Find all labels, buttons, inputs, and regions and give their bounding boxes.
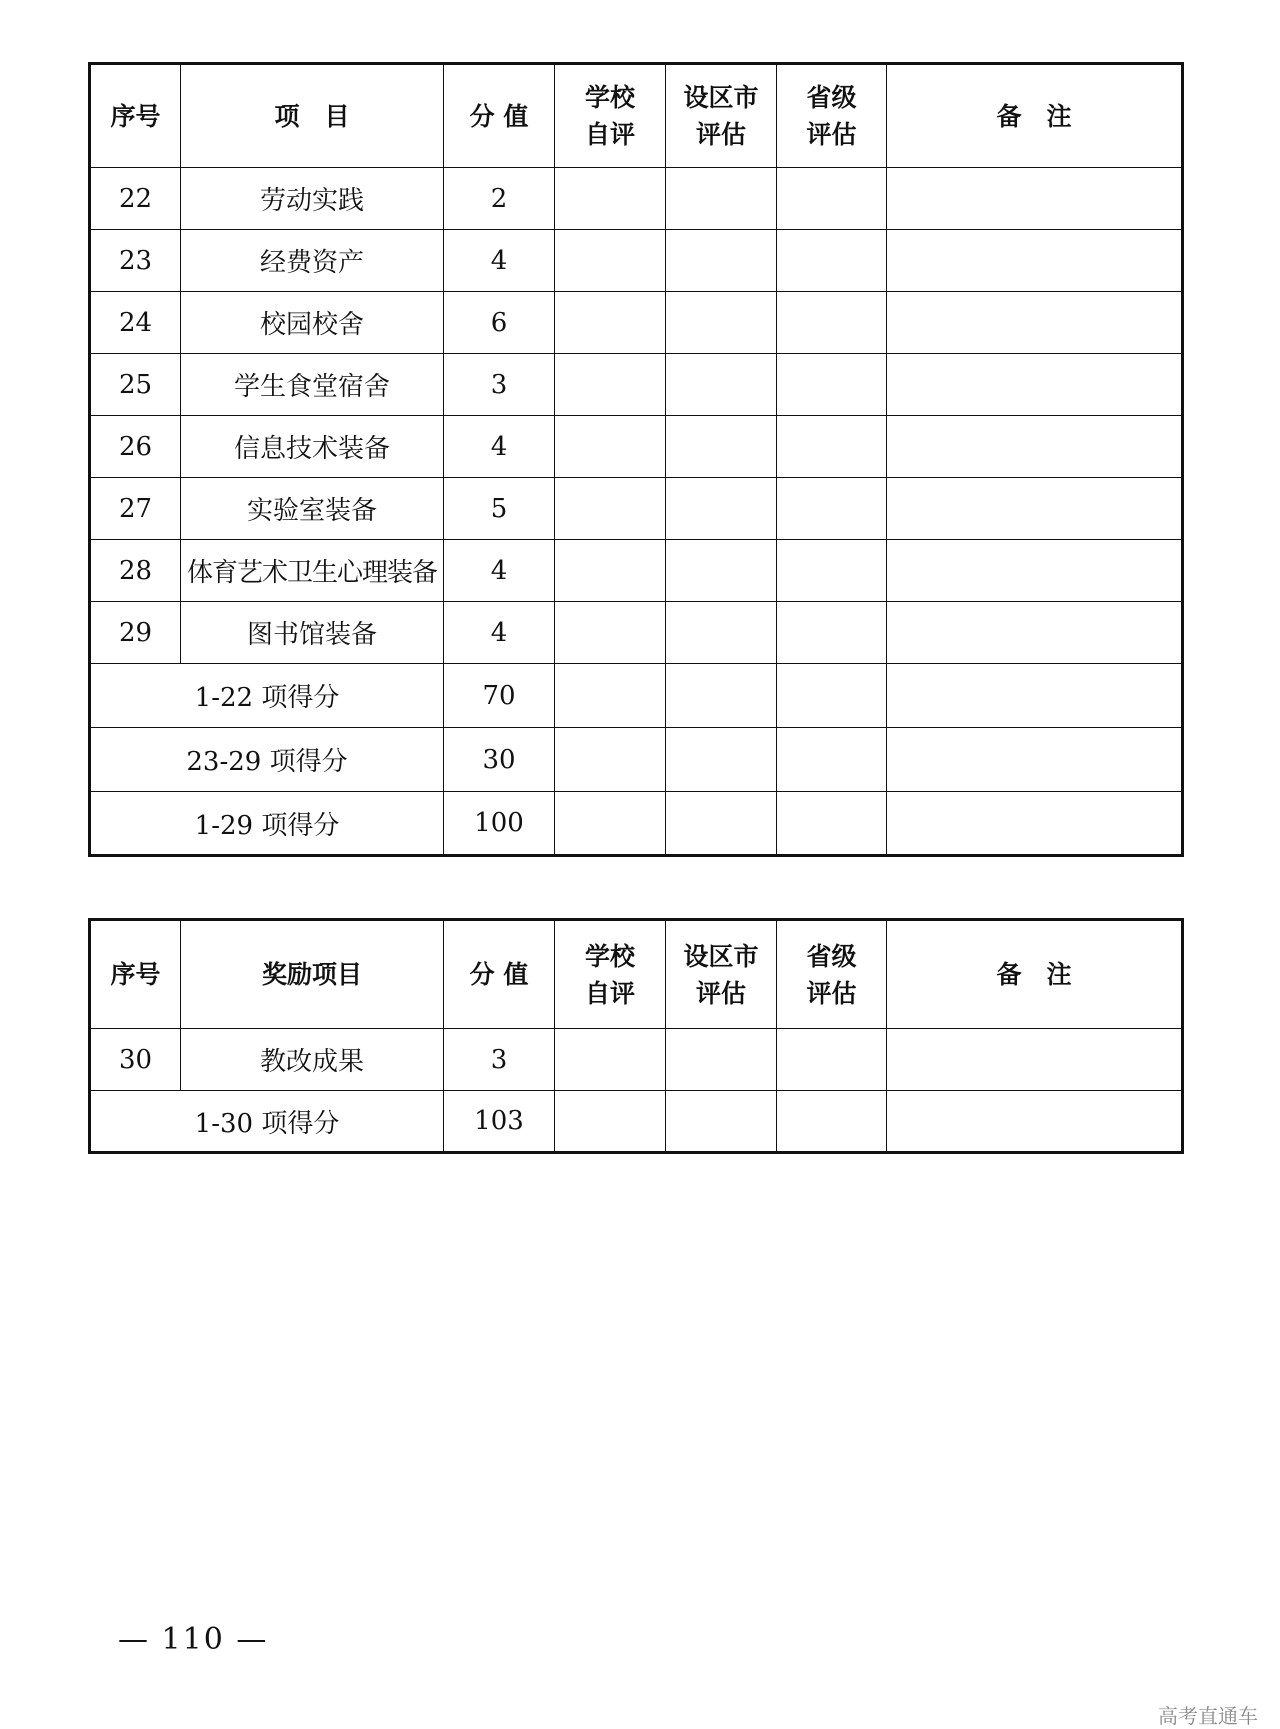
header-city-eval: 设区市 评估 [666,920,777,1029]
row-score: 3 [444,1029,555,1091]
province-eval-cell[interactable] [777,728,887,792]
row-item: 劳动实践 [181,168,444,230]
subtotal-score: 30 [444,728,555,792]
school-eval-cell[interactable] [555,664,666,728]
row-number: 26 [90,416,181,478]
row-number: 27 [90,478,181,540]
subtotal-row [90,728,1183,792]
city-eval-cell[interactable] [666,540,777,602]
school-eval-cell[interactable] [555,1091,666,1153]
province-eval-cell[interactable] [777,416,887,478]
province-eval-cell[interactable] [777,602,887,664]
school-eval-cell[interactable] [555,168,666,230]
row-item: 校园校舍 [181,292,444,354]
city-eval-cell[interactable] [666,1029,777,1091]
header-score: 分 值 [444,920,555,1029]
header-item: 项 目 [181,64,444,168]
table-row [90,540,1183,602]
city-eval-cell[interactable] [666,354,777,416]
city-eval-cell[interactable] [666,1091,777,1153]
row-item: 图书馆装备 [181,602,444,664]
school-eval-cell[interactable] [555,354,666,416]
row-score: 4 [444,416,555,478]
row-number: 22 [90,168,181,230]
city-eval-cell[interactable] [666,602,777,664]
remarks-cell[interactable] [887,664,1183,728]
city-eval-cell[interactable] [666,728,777,792]
row-score: 5 [444,478,555,540]
row-number: 23 [90,230,181,292]
header-remarks: 备 注 [887,920,1183,1029]
bonus-table [88,918,1184,1154]
table-row [90,602,1183,664]
city-eval-cell[interactable] [666,292,777,354]
remarks-cell[interactable] [887,792,1183,856]
school-eval-cell[interactable] [555,792,666,856]
row-score: 4 [444,602,555,664]
row-number: 30 [90,1029,181,1091]
row-item: 实验室装备 [181,478,444,540]
table-header-row [90,64,1183,168]
city-eval-cell[interactable] [666,792,777,856]
row-number: 25 [90,354,181,416]
school-eval-cell[interactable] [555,1029,666,1091]
table-row [90,230,1183,292]
header-score: 分 值 [444,64,555,168]
city-eval-cell[interactable] [666,478,777,540]
header-province-eval: 省级 评估 [777,64,887,168]
province-eval-cell[interactable] [777,792,887,856]
header-school-self-eval: 学校 自评 [555,64,666,168]
school-eval-cell[interactable] [555,602,666,664]
remarks-cell[interactable] [887,292,1183,354]
header-bonus-item: 奖励项目 [181,920,444,1029]
watermark: 高考直通车 [1158,1704,1258,1728]
remarks-cell[interactable] [887,602,1183,664]
table-row [90,354,1183,416]
province-eval-cell[interactable] [777,1029,887,1091]
province-eval-cell[interactable] [777,1091,887,1153]
remarks-cell[interactable] [887,168,1183,230]
province-eval-cell[interactable] [777,478,887,540]
remarks-cell[interactable] [887,230,1183,292]
city-eval-cell[interactable] [666,664,777,728]
subtotal-row [90,792,1183,856]
table-row [90,168,1183,230]
total-label: 1-30 项得分 [90,1091,444,1153]
school-eval-cell[interactable] [555,416,666,478]
remarks-cell[interactable] [887,354,1183,416]
school-eval-cell[interactable] [555,728,666,792]
evaluation-table [88,62,1184,857]
row-score: 2 [444,168,555,230]
table-row [90,416,1183,478]
school-eval-cell[interactable] [555,540,666,602]
remarks-cell[interactable] [887,416,1183,478]
row-item: 学生食堂宿舍 [181,354,444,416]
remarks-cell[interactable] [887,1091,1183,1153]
table-row [90,478,1183,540]
row-score: 4 [444,230,555,292]
row-number: 29 [90,602,181,664]
province-eval-cell[interactable] [777,292,887,354]
remarks-cell[interactable] [887,478,1183,540]
row-score: 6 [444,292,555,354]
page-number: — 110 — [118,1622,269,1657]
province-eval-cell[interactable] [777,664,887,728]
province-eval-cell[interactable] [777,354,887,416]
row-item: 经费资产 [181,230,444,292]
school-eval-cell[interactable] [555,478,666,540]
subtotal-label: 1-22 项得分 [90,664,444,728]
remarks-cell[interactable] [887,728,1183,792]
school-eval-cell[interactable] [555,292,666,354]
city-eval-cell[interactable] [666,416,777,478]
table-row [90,292,1183,354]
subtotal-score: 100 [444,792,555,856]
row-number: 24 [90,292,181,354]
total-row [90,1091,1183,1153]
table-header-row [90,920,1183,1029]
header-seq: 序号 [90,920,181,1029]
header-province-eval: 省级 评估 [777,920,887,1029]
table-row [90,1029,1183,1091]
city-eval-cell[interactable] [666,230,777,292]
city-eval-cell[interactable] [666,168,777,230]
header-city-eval: 设区市 评估 [666,64,777,168]
remarks-cell[interactable] [887,1029,1183,1091]
row-number: 28 [90,540,181,602]
province-eval-cell[interactable] [777,540,887,602]
row-item: 体育艺术卫生心理装备 [181,540,444,602]
province-eval-cell[interactable] [777,168,887,230]
subtotal-row [90,664,1183,728]
row-score: 3 [444,354,555,416]
row-item: 教改成果 [181,1029,444,1091]
header-seq: 序号 [90,64,181,168]
school-eval-cell[interactable] [555,230,666,292]
total-score: 103 [444,1091,555,1153]
header-school-self-eval: 学校 自评 [555,920,666,1029]
subtotal-score: 70 [444,664,555,728]
row-item: 信息技术装备 [181,416,444,478]
province-eval-cell[interactable] [777,230,887,292]
header-remarks: 备 注 [887,64,1183,168]
remarks-cell[interactable] [887,540,1183,602]
subtotal-label: 1-29 项得分 [90,792,444,856]
subtotal-label: 23-29 项得分 [90,728,444,792]
row-score: 4 [444,540,555,602]
